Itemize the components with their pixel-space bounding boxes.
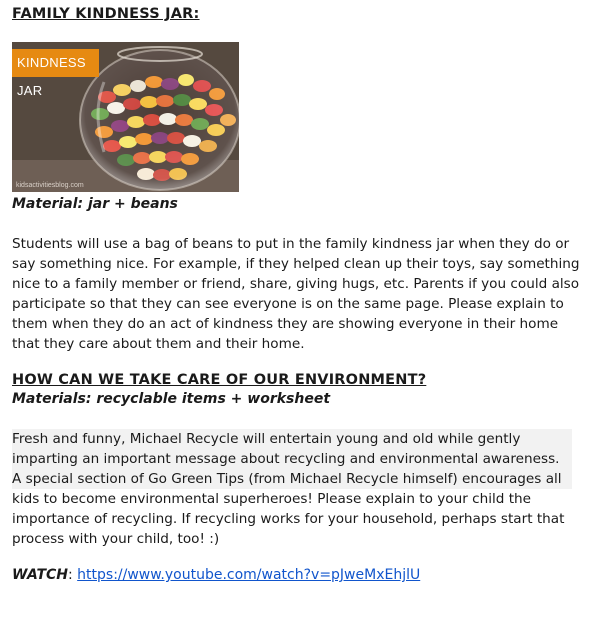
youtube-link[interactable]: https://www.youtube.com/watch?v=pJweMxEhjlU [77,567,421,583]
watch-label: WATCH [12,567,68,583]
paragraph-line: them when they do an act of kindness they are showing everyone in their home [12,316,559,332]
kindness-jar-paragraph [12,234,580,354]
paragraph-line: say something nice. For example, if they helped clean up their toys, say something [12,256,580,272]
paragraph-line: Students will use a bag of beans to put in the family kindness jar when they do or [12,236,570,252]
paragraph-line: importance of recycling. If recycling works for your household, perhaps start that [12,511,565,527]
paragraph-line: process with your child, too! :) [12,531,220,547]
kindness-jar-title: FAMILY KINDNESS JAR: [12,6,200,22]
material-label: Material: jar + beans [12,196,178,212]
image-credit: kidsactivitiesblog.com [16,182,84,189]
paragraph-line: nice to a family member or friend, share, giving hugs, etc. Parents if you could also [12,276,580,292]
environment-paragraph [12,429,572,549]
watch-line [12,567,420,583]
kindness-jar-image [12,42,239,192]
watch-separator: : [67,567,78,583]
paragraph-line: imparting an important message about recycling and environmental awareness. [12,449,572,469]
kindness-jar-banner: KINDNESS JAR [12,49,99,77]
paragraph-line: kids to become environmental superheroes! Please explain to your child the [12,491,532,507]
paragraph-line: Fresh and funny, Michael Recycle will entertain young and old while gently [12,429,572,449]
environment-title: HOW CAN WE TAKE CARE OF OUR ENVIRONMENT? [12,372,427,388]
paragraph-line: A special section of Go Green Tips (from Michael Recycle himself) encourages all [12,469,572,489]
materials-label: Materials: recyclable items + worksheet [12,391,331,407]
paragraph-line: that they care about them and their home. [12,336,305,352]
paragraph-line: participate so that they can see everyone is on the same page. Please explain to [12,296,564,312]
